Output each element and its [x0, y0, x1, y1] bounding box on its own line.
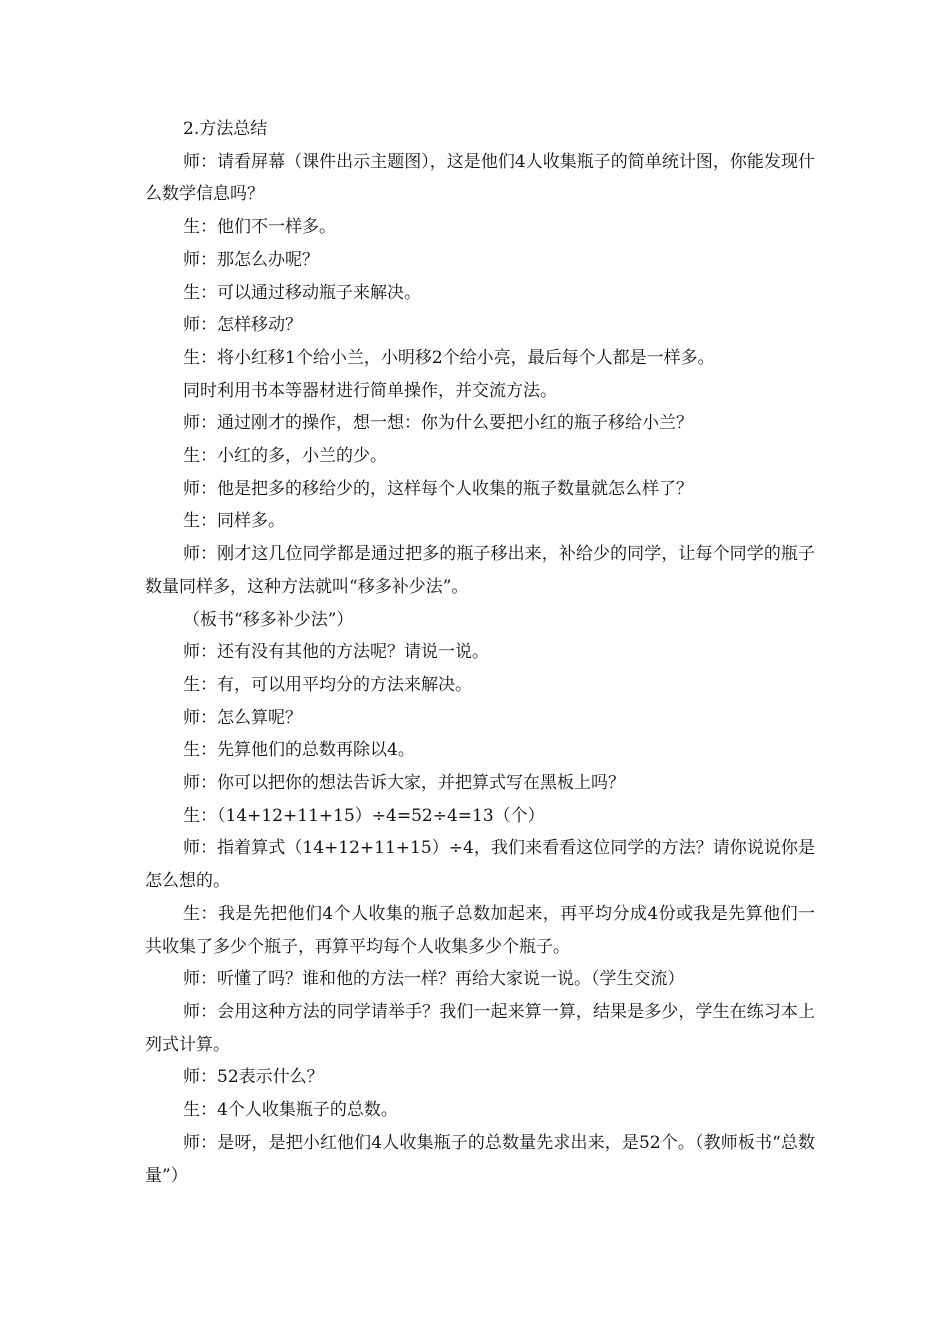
paragraph: 师：指着算式（14+12+11+15）÷4，我们来看看这位同学的方法？请你说说你是怎么想的。	[145, 838, 815, 892]
paragraph: 师：会用这种方法的同学请举手？我们一起来算一算，结果是多少，学生在练习本上列式计算。	[145, 1001, 815, 1055]
paragraph: 生：可以通过移动瓶子来解决。	[183, 282, 421, 303]
paragraph: 师：听懂了吗？谁和他的方法一样？再给大家说一说。（学生交流）	[183, 969, 685, 990]
paragraph: 师：怎么算呢？	[183, 707, 302, 728]
paragraph: 生：（14+12+11+15）÷4=52÷4=13（个）	[183, 805, 545, 826]
paragraph: 师：怎样移动？	[183, 315, 302, 336]
paragraph: 师：你可以把你的想法告诉大家，并把算式写在黑板上吗？	[183, 773, 625, 794]
paragraph: 师：是呀，是把小红他们4人收集瓶子的总数量先求出来，是52个。（教师板书“总数量”）	[145, 1132, 815, 1186]
paragraph: 生：他们不一样多。	[183, 217, 336, 238]
paragraph: 师：那怎么办呢？	[183, 249, 319, 270]
paragraph: 生：将小红移1个给小兰，小明移2个给小亮，最后每个人都是一样多。	[183, 347, 715, 368]
document-body	[145, 113, 815, 1192]
section-heading: 2.方法总结	[183, 119, 268, 139]
paragraph: 师：刚才这几位同学都是通过把多的瓶子移出来，补给少的同学，让每个同学的瓶子数量同样多，这种方法就叫“移多补少法”。	[145, 544, 815, 597]
paragraph: 生：先算他们的总数再除以4。	[183, 740, 415, 761]
paragraph: 生：4个人收集瓶子的总数。	[183, 1100, 398, 1121]
paragraph: 生：我是先把他们4个人收集的瓶子总数加起来，再平均分成4份或我是先算他们一共收集了多少个瓶子，再算平均每个人收集多少个瓶子。	[145, 903, 815, 957]
paragraph: 生：同样多。	[183, 511, 285, 532]
paragraph: 师：52表示什么？	[183, 1067, 324, 1088]
paragraph: 师：他是把多的移给少的，这样每个人收集的瓶子数量就怎么样了？	[183, 478, 693, 499]
paragraph: 师：还有没有其他的方法呢？请说一说。	[183, 642, 489, 663]
paragraph: 生：小红的多，小兰的少。	[183, 446, 387, 467]
paragraph: 师：通过刚才的操作，想一想：你为什么要把小红的瓶子移给小兰？	[183, 413, 693, 434]
paragraph: （板书“移多补少法”）	[183, 609, 354, 630]
paragraph: 生：有，可以用平均分的方法来解决。	[183, 674, 472, 695]
paragraph: 同时利用书本等器材进行简单操作，并交流方法。	[183, 380, 557, 401]
paragraph: 师：请看屏幕（课件出示主题图），这是他们4人收集瓶子的简单统计图，你能发现什么数学信息吗？	[145, 151, 815, 205]
